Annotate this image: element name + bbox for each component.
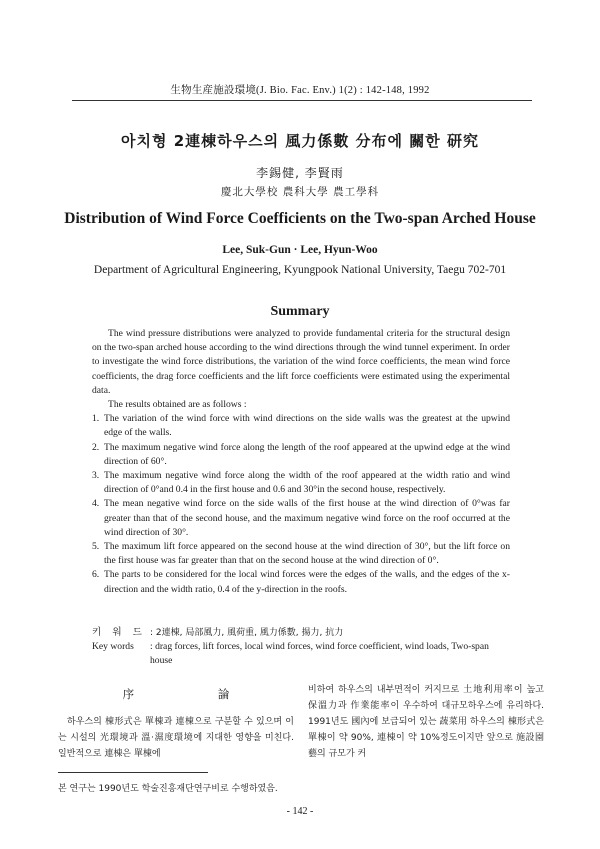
result-number: 4. (92, 498, 100, 510)
result-text: The maximum negative wind force along the width of the roof appeared at the width ratio and wind direction of 0°and 0.4 in the first house and 0.6 and 30°in the second house, respectively. (104, 470, 510, 496)
keywords-korean-label: 키 워 드 (92, 627, 146, 638)
intro-right-column (308, 682, 544, 762)
affiliation-english: Department of Agricultural Engineering, Kyungpook National University, Taegu 702-701 (93, 264, 507, 276)
result-text: The maximum negative wind force along the length of the roof appeared at the upwind edge at the wind direction of 60°. (104, 441, 510, 467)
result-item (92, 412, 510, 440)
results-list (92, 412, 510, 597)
summary-intro: The wind pressure distributions were analyzed to provide fundamental criteria for the structural design on the two-span arched house according to the wind directions through the wind tunnel experiment. In order to investigate the wind force distributions, the variation of the wind force coefficients, the mean wind force coefficients, the drag force coefficients and the lift force coefficients were estimated using the experimental data. (92, 328, 510, 396)
page-number: - 142 - (286, 806, 314, 817)
journal-header: 生物生産施設環境(J. Bio. Fac. Env.) 1(2) : 142-148, 1992 (170, 85, 430, 96)
footnote: 본 연구는 1990년도 학술진흥재단연구비로 수행하였음. (58, 784, 278, 794)
keywords-english-text: : drag forces, lift forces, local wind forces, wind force coefficient, wind loads, Two-span house (150, 641, 489, 667)
keywords-korean-text: : 2連棟, 局部風力, 風荷重, 風力係數, 揚力, 抗力 (150, 628, 344, 638)
keywords-block (92, 626, 512, 669)
result-item (92, 540, 510, 568)
header-rule (72, 100, 532, 101)
result-text: The parts to be considered for the local wind forces were the edges of the walls, and the edges of the x-direction and the width ratio, 0.4 of the y-direction in the roofs. (104, 569, 510, 595)
result-item (92, 568, 510, 596)
result-number: 1. (92, 413, 100, 425)
title-english: Distribution of Wind Force Coefficients on the Two-span Arched House (64, 210, 536, 227)
result-number: 2. (92, 441, 100, 453)
footnote-rule (58, 772, 208, 773)
authors-korean: 李錫健, 李賢雨 (256, 166, 344, 180)
affiliation-korean: 慶北大學校 農科大學 農工學科 (220, 186, 380, 198)
intro-right-paragraph: 비하여 하우스의 내부면적이 커지므로 土地利用率이 높고 保溫力과 作業能率이 우수하여 대규모하우스에 유리하다. 1991년도 國內에 보급되어 있는 蔬菜用 하우스의 棟形式은 單棟이 약 90%, 連棟이 약 10%정도이지만 앞으로 施設園藝의 규모가 커 (308, 685, 544, 759)
result-number: 3. (92, 470, 100, 482)
result-number: 5. (92, 541, 100, 553)
result-text: The mean negative wind force on the side walls of the first house at the wind direction of 0°was far greater than that of the second house, and the maximum negative wind force on the roof occurred at the wind direction of 30°. (104, 498, 510, 538)
result-number: 6. (92, 569, 100, 581)
intro-left-paragraph: 하우스의 棟形式은 單棟과 連棟으로 구분할 수 있으며 이는 시설의 光環境과 溫·濕度環境에 지대한 영향을 미친다. 일반적으로 連棟은 單棟에 (58, 717, 294, 759)
result-item (92, 497, 510, 540)
summary-results-intro: The results obtained are as follows : (108, 399, 247, 411)
result-item (92, 441, 510, 469)
intro-left-column (58, 682, 294, 762)
summary-heading: Summary (270, 304, 330, 319)
keywords-english-label: Key words (92, 641, 134, 653)
result-item (92, 469, 510, 497)
keywords-korean-row (92, 626, 512, 640)
summary-body (92, 327, 510, 597)
keywords-english-row (92, 640, 512, 668)
authors-english: Lee, Suk-Gun · Lee, Hyun-Woo (222, 244, 378, 256)
intro-heading: 序 論 (122, 687, 270, 701)
result-text: The variation of the wind force with wind directions on the side walls was the greatest at the upwind edge of the walls. (104, 413, 510, 439)
result-text: The maximum lift force appeared on the second house at the wind direction of 30°, but the lift force on the first house was far greater than that on the second house at the wind direction of 0°. (104, 541, 510, 567)
title-korean: 아치형 2連棟하우스의 風力係數 分布에 關한 研究 (121, 132, 479, 150)
